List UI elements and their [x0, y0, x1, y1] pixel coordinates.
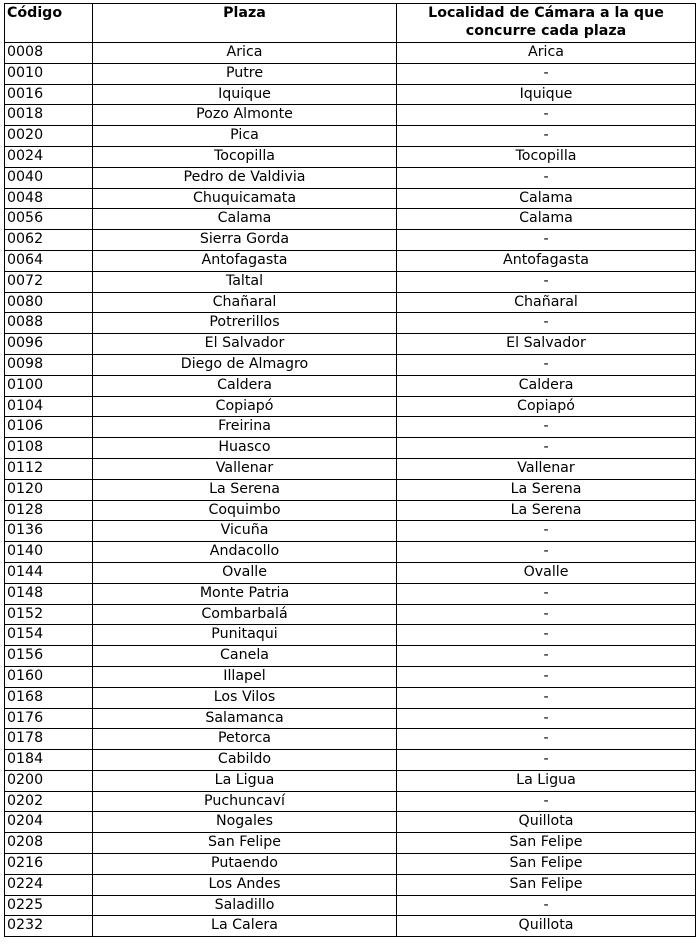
- table-row: [5, 500, 696, 521]
- localidad-cell: Copiapó: [397, 396, 696, 417]
- codigo-cell: 0024: [5, 146, 93, 167]
- plaza-cell: Caldera: [93, 375, 397, 396]
- localidad-cell: -: [397, 126, 696, 147]
- codigo-cell: 0232: [5, 916, 93, 937]
- codigo-cell: 0202: [5, 791, 93, 812]
- localidad-cell: Chañaral: [397, 292, 696, 313]
- localidad-cell: -: [397, 417, 696, 438]
- plaza-cell: Illapel: [93, 666, 397, 687]
- plaza-cell: Ovalle: [93, 562, 397, 583]
- codigo-cell: 0156: [5, 646, 93, 667]
- plaza-cell: Vallenar: [93, 458, 397, 479]
- table-row: [5, 63, 696, 84]
- localidad-cell: Calama: [397, 188, 696, 209]
- table-row: [5, 146, 696, 167]
- table-row: [5, 625, 696, 646]
- codigo-cell: 0200: [5, 770, 93, 791]
- table-row: [5, 583, 696, 604]
- codigo-cell: 0088: [5, 313, 93, 334]
- table-row: [5, 167, 696, 188]
- codigo-cell: 0010: [5, 63, 93, 84]
- table-row: [5, 604, 696, 625]
- localidad-cell: Calama: [397, 209, 696, 230]
- header-localidad: Localidad de Cámara a la que concurre cada plaza: [397, 4, 696, 43]
- localidad-cell: La Serena: [397, 479, 696, 500]
- codigo-cell: 0008: [5, 43, 93, 64]
- codigo-cell: 0040: [5, 167, 93, 188]
- plaza-cell: Putre: [93, 63, 397, 84]
- plaza-cell: La Serena: [93, 479, 397, 500]
- plaza-cell: Andacollo: [93, 542, 397, 563]
- table-row: [5, 895, 696, 916]
- localidad-cell: -: [397, 438, 696, 459]
- codigo-cell: 0112: [5, 458, 93, 479]
- codigo-cell: 0128: [5, 500, 93, 521]
- localidad-cell: -: [397, 895, 696, 916]
- table-row: [5, 230, 696, 251]
- codigo-cell: 0154: [5, 625, 93, 646]
- localidad-cell: -: [397, 63, 696, 84]
- localidad-cell: -: [397, 542, 696, 563]
- localidad-cell: -: [397, 750, 696, 771]
- plaza-cell: Freirina: [93, 417, 397, 438]
- plaza-cell: Vicuña: [93, 521, 397, 542]
- localidad-cell: Vallenar: [397, 458, 696, 479]
- table-row: [5, 833, 696, 854]
- plaza-cell: Puchuncaví: [93, 791, 397, 812]
- localidad-cell: -: [397, 625, 696, 646]
- codigo-cell: 0108: [5, 438, 93, 459]
- codigo-cell: 0224: [5, 874, 93, 895]
- localidad-cell: -: [397, 167, 696, 188]
- codigo-cell: 0056: [5, 209, 93, 230]
- plaza-cell: Chuquicamata: [93, 188, 397, 209]
- table-row: [5, 209, 696, 230]
- plaza-cell: El Salvador: [93, 334, 397, 355]
- table-row: [5, 438, 696, 459]
- codigo-cell: 0136: [5, 521, 93, 542]
- localidad-cell: -: [397, 708, 696, 729]
- localidad-cell: -: [397, 521, 696, 542]
- table-row: [5, 750, 696, 771]
- table-row: [5, 417, 696, 438]
- plaza-cell: Los Andes: [93, 874, 397, 895]
- table-body: [5, 43, 696, 937]
- table-row: [5, 43, 696, 64]
- localidad-cell: -: [397, 604, 696, 625]
- plaza-cell: Saladillo: [93, 895, 397, 916]
- plaza-cell: Pozo Almonte: [93, 105, 397, 126]
- codigo-cell: 0216: [5, 854, 93, 875]
- codigo-cell: 0152: [5, 604, 93, 625]
- table-row: [5, 313, 696, 334]
- plaza-cell: Nogales: [93, 812, 397, 833]
- localidad-cell: Tocopilla: [397, 146, 696, 167]
- table-row: [5, 126, 696, 147]
- localidad-cell: -: [397, 354, 696, 375]
- table-row: [5, 708, 696, 729]
- table-row: [5, 562, 696, 583]
- table-row: [5, 687, 696, 708]
- codigo-cell: 0178: [5, 729, 93, 750]
- table-row: [5, 770, 696, 791]
- plaza-cell: Tocopilla: [93, 146, 397, 167]
- localidad-cell: -: [397, 230, 696, 251]
- plaza-cell: Antofagasta: [93, 250, 397, 271]
- table-row: [5, 188, 696, 209]
- plaza-cell: Petorca: [93, 729, 397, 750]
- table-row: [5, 271, 696, 292]
- localidad-cell: La Serena: [397, 500, 696, 521]
- table-row: [5, 791, 696, 812]
- codigo-cell: 0120: [5, 479, 93, 500]
- codigo-cell: 0080: [5, 292, 93, 313]
- plaza-cell: Salamanca: [93, 708, 397, 729]
- plaza-cell: Punitaqui: [93, 625, 397, 646]
- plaza-cell: Los Vilos: [93, 687, 397, 708]
- table-row: [5, 729, 696, 750]
- table-row: [5, 105, 696, 126]
- plaza-cell: Cabildo: [93, 750, 397, 771]
- codigo-cell: 0140: [5, 542, 93, 563]
- codigo-cell: 0184: [5, 750, 93, 771]
- plaza-cell: La Ligua: [93, 770, 397, 791]
- table-row: [5, 854, 696, 875]
- header-plaza: Plaza: [93, 4, 397, 43]
- table-row: [5, 375, 696, 396]
- codigo-cell: 0048: [5, 188, 93, 209]
- localidad-cell: Ovalle: [397, 562, 696, 583]
- localidad-cell: Quillota: [397, 916, 696, 937]
- localidad-cell: San Felipe: [397, 874, 696, 895]
- plaza-cell: Potrerillos: [93, 313, 397, 334]
- table-row: [5, 334, 696, 355]
- codigo-cell: 0204: [5, 812, 93, 833]
- codigo-cell: 0100: [5, 375, 93, 396]
- plaza-cell: Pedro de Valdivia: [93, 167, 397, 188]
- plaza-cell: Diego de Almagro: [93, 354, 397, 375]
- table-header-row: [5, 4, 696, 43]
- codigo-cell: 0168: [5, 687, 93, 708]
- plaza-cell: Copiapó: [93, 396, 397, 417]
- localidad-cell: La Ligua: [397, 770, 696, 791]
- table-row: [5, 646, 696, 667]
- localidad-cell: -: [397, 729, 696, 750]
- codigo-cell: 0160: [5, 666, 93, 687]
- table-row: [5, 292, 696, 313]
- table-row: [5, 458, 696, 479]
- codigo-cell: 0104: [5, 396, 93, 417]
- localidad-cell: Quillota: [397, 812, 696, 833]
- codigo-cell: 0072: [5, 271, 93, 292]
- codigo-cell: 0098: [5, 354, 93, 375]
- codigo-cell: 0020: [5, 126, 93, 147]
- table-row: [5, 666, 696, 687]
- plaza-cell: Calama: [93, 209, 397, 230]
- codigo-cell: 0176: [5, 708, 93, 729]
- table-row: [5, 354, 696, 375]
- codigo-cell: 0096: [5, 334, 93, 355]
- localidad-cell: Caldera: [397, 375, 696, 396]
- codigo-cell: 0062: [5, 230, 93, 251]
- plaza-cell: Sierra Gorda: [93, 230, 397, 251]
- localidad-cell: San Felipe: [397, 833, 696, 854]
- localidad-cell: -: [397, 313, 696, 334]
- plaza-cell: Putaendo: [93, 854, 397, 875]
- plaza-cell: Combarbalá: [93, 604, 397, 625]
- codigo-cell: 0144: [5, 562, 93, 583]
- table-row: [5, 916, 696, 937]
- localidad-cell: -: [397, 583, 696, 604]
- localidad-cell: -: [397, 666, 696, 687]
- localidad-cell: Iquique: [397, 84, 696, 105]
- table-row: [5, 542, 696, 563]
- plaza-cell: Monte Patria: [93, 583, 397, 604]
- codigo-cell: 0208: [5, 833, 93, 854]
- plaza-cell: Taltal: [93, 271, 397, 292]
- table-row: [5, 812, 696, 833]
- codigo-cell: 0018: [5, 105, 93, 126]
- localidad-cell: El Salvador: [397, 334, 696, 355]
- plaza-cell: La Calera: [93, 916, 397, 937]
- localidad-cell: -: [397, 646, 696, 667]
- table-row: [5, 396, 696, 417]
- plaza-cell: Pica: [93, 126, 397, 147]
- table-row: [5, 479, 696, 500]
- localidad-cell: Arica: [397, 43, 696, 64]
- localidad-cell: Antofagasta: [397, 250, 696, 271]
- localidad-cell: -: [397, 687, 696, 708]
- plaza-cell: Arica: [93, 43, 397, 64]
- plaza-cell: Canela: [93, 646, 397, 667]
- table-row: [5, 874, 696, 895]
- plaza-cell: Coquimbo: [93, 500, 397, 521]
- localidad-cell: San Felipe: [397, 854, 696, 875]
- plaza-cell: Chañaral: [93, 292, 397, 313]
- plaza-cell: Iquique: [93, 84, 397, 105]
- table-row: [5, 521, 696, 542]
- localidad-cell: -: [397, 271, 696, 292]
- plaza-cell: Huasco: [93, 438, 397, 459]
- codigo-cell: 0016: [5, 84, 93, 105]
- codigo-cell: 0225: [5, 895, 93, 916]
- localidad-cell: -: [397, 791, 696, 812]
- plazas-table: [4, 3, 696, 937]
- table-row: [5, 84, 696, 105]
- codigo-cell: 0148: [5, 583, 93, 604]
- plaza-cell: San Felipe: [93, 833, 397, 854]
- codigo-cell: 0106: [5, 417, 93, 438]
- header-codigo: Código: [5, 4, 93, 43]
- codigo-cell: 0064: [5, 250, 93, 271]
- table-row: [5, 250, 696, 271]
- localidad-cell: -: [397, 105, 696, 126]
